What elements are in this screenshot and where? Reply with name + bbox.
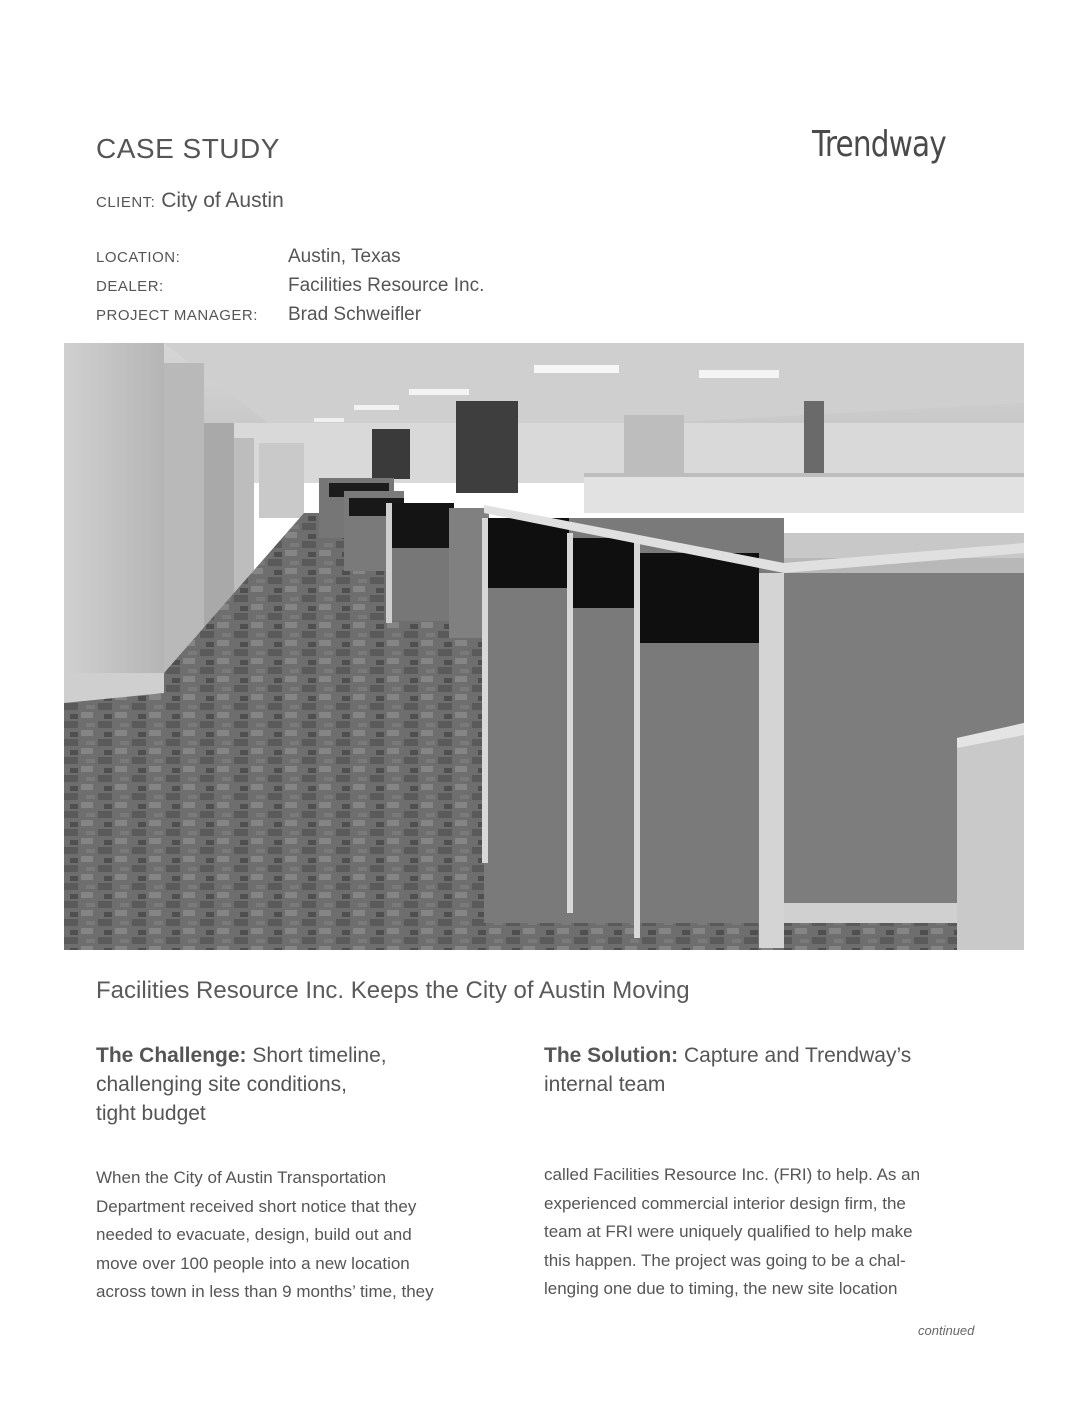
body-left-line: Department received short notice that they (96, 1196, 417, 1216)
continued-note: continued (918, 1323, 975, 1338)
dealer-row (96, 275, 484, 301)
body-left-line: across town in less than 9 months’ time, they (96, 1282, 434, 1301)
trendway-logo: Trendway (812, 124, 946, 165)
challenge-line-3: tight budget (96, 1102, 206, 1125)
body-right-column (544, 1161, 994, 1304)
project-manager-label: PROJECT MANAGER: (96, 307, 258, 324)
body-right-line: lenging one due to timing, the new site location (544, 1279, 898, 1298)
challenge-block (96, 1041, 496, 1128)
body-left-column (96, 1164, 516, 1307)
body-right-line: experienced commercial interior design firm, the (544, 1193, 906, 1213)
project-manager-value: Brad Schweifler (288, 304, 422, 325)
body-left-line: move over 100 people into a new location (96, 1253, 410, 1273)
headline: Facilities Resource Inc. Keeps the City of Austin Moving (96, 977, 690, 1004)
dealer-value: Facilities Resource Inc. (288, 275, 485, 296)
document-title: CASE STUDY (96, 133, 280, 164)
project-manager-row (96, 304, 421, 330)
body-right-line: this happen. The project was going to be a chal- (544, 1250, 906, 1270)
solution-block (544, 1041, 994, 1099)
location-label: LOCATION: (96, 249, 181, 266)
client-label: CLIENT: (96, 194, 156, 211)
location-value: Austin, Texas (288, 246, 401, 267)
solution-line-1: Capture and Trendway’s (684, 1044, 912, 1067)
client-value: City of Austin (161, 189, 284, 212)
body-left-line: needed to evacuate, design, build out and (96, 1225, 412, 1244)
client-row (96, 189, 284, 213)
challenge-label: The Challenge: (96, 1044, 247, 1067)
solution-line-2: internal team (544, 1073, 666, 1096)
solution-label: The Solution: (544, 1044, 679, 1067)
dealer-label: DEALER: (96, 278, 164, 295)
challenge-line-2: challenging site conditions, (96, 1073, 347, 1096)
body-right-line: called Facilities Resource Inc. (FRI) to help. As an (544, 1165, 921, 1184)
office-cubicles-photo (64, 343, 1024, 950)
challenge-line-1: Short timeline, (252, 1044, 387, 1067)
body-left-line: When the City of Austin Transportation (96, 1168, 387, 1187)
location-row (96, 246, 401, 272)
body-right-line: team at FRI were uniquely qualified to help make (544, 1222, 913, 1241)
